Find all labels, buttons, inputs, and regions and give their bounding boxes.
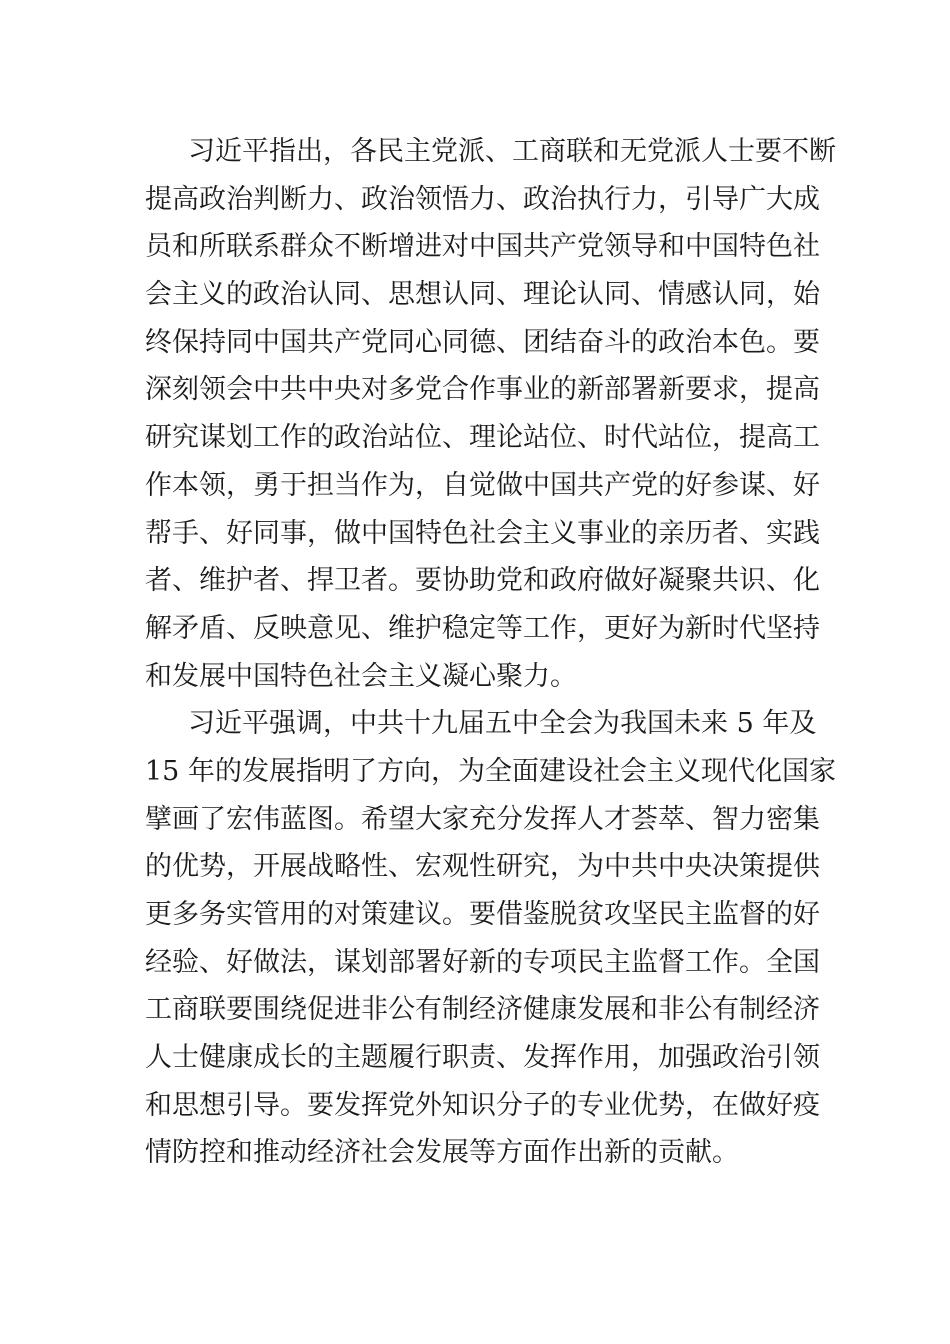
paragraph-1 — [145, 128, 836, 700]
paragraph-line: 更多务实管用的对策建议。要借鉴脱贫攻坚民主监督的好 — [145, 899, 820, 930]
paragraph-line: 工商联要围绕促进非公有制经济健康发展和非公有制经济 — [145, 994, 820, 1026]
paragraph-line: 15 年的发展指明了方向，为全面建设社会主义现代化国家 — [145, 755, 836, 787]
paragraph-line: 深刻领会中共中央对多党合作事业的新部署新要求，提高 — [145, 374, 820, 406]
paragraph-2 — [145, 700, 836, 1177]
paragraph-line: 研究谋划工作的政治站位、理论站位、时代站位，提高工 — [145, 422, 820, 454]
paragraph-line: 者、维护者、捍卫者。要协助党和政府做好凝聚共识、化 — [145, 565, 820, 597]
paragraph-line: 和发展中国特色社会主义凝心聚力。 — [145, 660, 577, 692]
paragraph-line: 提高政治判断力、政治领悟力、政治执行力，引导广大成 — [145, 183, 820, 215]
paragraph-line: 员和所联系群众不断增进对中国共产党领导和中国特色社 — [145, 231, 820, 263]
paragraph-line: 帮手、好同事，做中国特色社会主义事业的亲历者、实践 — [145, 517, 820, 549]
paragraph-line: 解矛盾、反映意见、维护稳定等工作，更好为新时代坚持 — [145, 612, 820, 644]
paragraph-line: 会主义的政治认同、思想认同、理论认同、情感认同，始 — [145, 279, 820, 311]
paragraph-line: 作本领，勇于担当作为，自觉做中国共产党的好参谋、好 — [145, 469, 820, 501]
paragraph-line: 擘画了宏伟蓝图。希望大家充分发挥人才荟萃、智力密集 — [145, 803, 820, 835]
paragraph-line: 习近平指出，各民主党派、工商联和无党派人士要不断 — [188, 136, 836, 167]
paragraph-line: 终保持同中国共产党同心同德、团结奋斗的政治本色。要 — [145, 326, 820, 358]
paragraph-line: 情防控和推动经济社会发展等方面作出新的贡献。 — [145, 1137, 739, 1169]
paragraph-line: 习近平强调，中共十九届五中全会为我国未来 5 年及 — [188, 708, 817, 740]
document-body — [145, 128, 836, 1177]
paragraph-line: 人士健康成长的主题履行职责、发挥作用，加强政治引领 — [145, 1042, 820, 1074]
paragraph-line: 和思想引导。要发挥党外知识分子的专业优势，在做好疫 — [145, 1089, 820, 1121]
paragraph-line: 的优势，开展战略性、宏观性研究，为中共中央决策提供 — [145, 851, 820, 883]
paragraph-line: 经验、好做法，谋划部署好新的专项民主监督工作。全国 — [145, 946, 820, 978]
